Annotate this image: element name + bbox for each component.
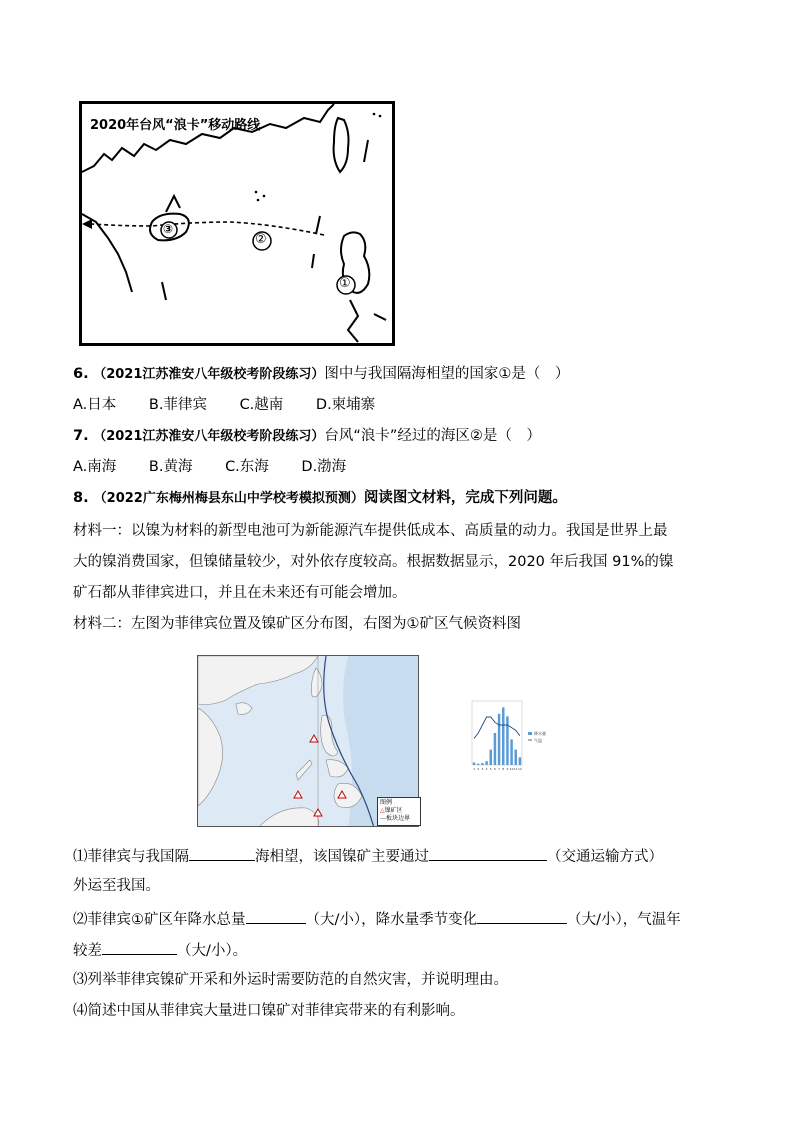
question-7 bbox=[73, 426, 541, 447]
q6-option-c: C.越南 bbox=[239, 397, 284, 413]
sub-question-1-line-1 bbox=[73, 845, 663, 867]
marker-3: ③ bbox=[163, 222, 174, 236]
month-tick-label: 11 bbox=[513, 767, 518, 771]
material-1-line-1: 材料一：以镍为材料的新型电池可为新能源汽车提供低成本、高质量的动力。我国是世界上最 bbox=[73, 523, 668, 539]
sub-question-2-line-2 bbox=[73, 939, 247, 961]
sub2-text-e: （大/小）。 bbox=[177, 943, 248, 959]
month-tick-label: 10 bbox=[509, 767, 514, 771]
blank-precip-seasonal[interactable] bbox=[477, 908, 567, 924]
month-tick-label: 2 bbox=[477, 767, 480, 771]
precip-bar bbox=[519, 757, 522, 765]
map-legend bbox=[377, 797, 421, 826]
typhoon-map-drawing bbox=[82, 104, 392, 343]
q6-source: （2021江苏淮安八年级校考阶段练习） bbox=[93, 367, 325, 382]
precip-bar bbox=[485, 761, 488, 765]
legend-mine: △镍矿区 bbox=[380, 807, 403, 814]
legend-temp-label: 气温 bbox=[534, 738, 542, 743]
q6-option-b: B.菲律宾 bbox=[148, 397, 207, 413]
q7-option-b: B.黄海 bbox=[148, 459, 193, 475]
precip-bar bbox=[515, 750, 518, 765]
q6-number: 6. bbox=[73, 366, 89, 382]
precip-bar bbox=[510, 739, 512, 765]
map-title: 2020年台风“浪卡”移动路线 bbox=[90, 118, 261, 133]
blank-transport-mode[interactable] bbox=[429, 845, 547, 861]
precip-bar bbox=[477, 764, 480, 765]
question-8 bbox=[73, 488, 567, 509]
q6-options bbox=[73, 395, 375, 415]
q8-number: 8. bbox=[73, 490, 89, 506]
sub1-text-b: 海相望，该国镍矿主要通过 bbox=[255, 849, 429, 865]
month-tick-label: 5 bbox=[489, 767, 492, 771]
sub-question-2-line-1 bbox=[73, 908, 681, 930]
sub-question-4: ⑷简述中国从菲律宾大量进口镍矿对菲律宾带来的有利影响。 bbox=[73, 1003, 465, 1019]
month-tick-label: 6 bbox=[493, 767, 496, 771]
question-6 bbox=[73, 364, 569, 385]
month-tick-label: 8 bbox=[502, 767, 505, 771]
sub-question-3: ⑶列举菲律宾镍矿开采和外运时需要防范的自然灾害，并说明理由。 bbox=[73, 972, 508, 988]
blank-sea-name[interactable] bbox=[189, 845, 255, 861]
legend-boundary: —板块边界 bbox=[380, 815, 411, 822]
month-tick-label: 3 bbox=[481, 767, 484, 771]
q8-source: （2022广东梅州梅县东山中学校考模拟预测） bbox=[93, 491, 364, 506]
climate-chart bbox=[458, 697, 558, 775]
month-tick-label: 12 bbox=[518, 767, 522, 771]
q8-stem: 阅读图文材料，完成下列问题。 bbox=[363, 490, 567, 506]
precip-bar bbox=[490, 750, 493, 765]
month-tick-label: 1 bbox=[473, 767, 476, 771]
month-tick-label: 4 bbox=[485, 767, 488, 771]
sub1-text-a: ⑴菲律宾与我国隔 bbox=[73, 849, 189, 865]
q6-stem: 图中与我国隔海相望的国家①是（ ） bbox=[324, 366, 570, 382]
q7-option-a: A.南海 bbox=[73, 459, 117, 475]
precip-bar bbox=[473, 762, 476, 765]
sub2-text-d: 较差 bbox=[73, 943, 102, 959]
sub1-text-c: （交通运输方式） bbox=[547, 849, 663, 865]
sub2-text-c: （大/小），气温年 bbox=[567, 912, 681, 928]
material-1-line-2: 大的镍消费国家，但镍储量较少，对外依存度较高。根据数据显示，2020 年后我国 91%的镍 bbox=[73, 554, 674, 570]
q7-stem: 台风“浪卡”经过的海区②是（ ） bbox=[324, 428, 541, 444]
q6-option-a: A.日本 bbox=[73, 397, 117, 413]
sub2-text-a: ⑵菲律宾①矿区年降水总量 bbox=[73, 912, 246, 928]
precip-bar bbox=[494, 733, 497, 765]
precip-bar bbox=[502, 707, 505, 765]
sub-question-1-line-2: 外运至我国。 bbox=[73, 878, 160, 894]
sub2-text-b: （大/小），降水量季节变化 bbox=[305, 912, 478, 928]
marker-1: ① bbox=[339, 276, 351, 291]
typhoon-route-map bbox=[79, 101, 395, 346]
marker-2: ② bbox=[255, 232, 267, 247]
q7-source: （2021江苏淮安八年级校考阶段练习） bbox=[93, 429, 325, 444]
q7-options bbox=[73, 457, 346, 477]
month-tick-label: 9 bbox=[506, 767, 509, 771]
month-tick-label: 7 bbox=[498, 767, 501, 771]
q7-number: 7. bbox=[73, 428, 89, 444]
material-2: 材料二：左图为菲律宾位置及镍矿区分布图，右图为①矿区气候资料图 bbox=[73, 616, 521, 632]
precip-bar bbox=[498, 714, 501, 765]
precip-bar bbox=[506, 716, 509, 765]
legend-title: 图例 bbox=[380, 799, 393, 806]
legend-precip-swatch bbox=[528, 732, 532, 735]
q7-option-d: D.渤海 bbox=[301, 459, 347, 475]
q6-option-d: D.柬埔寨 bbox=[315, 397, 376, 413]
precip-bar bbox=[481, 763, 484, 765]
blank-precip-total[interactable] bbox=[246, 908, 306, 924]
q7-option-c: C.东海 bbox=[225, 459, 269, 475]
blank-temp-range[interactable] bbox=[102, 939, 177, 955]
legend-precip-label: 降水量 bbox=[534, 731, 546, 736]
climate-chart-svg bbox=[458, 697, 558, 775]
material-1-line-3: 矿石都从菲律宾进口，并且在未来还有可能会增加。 bbox=[73, 585, 407, 601]
